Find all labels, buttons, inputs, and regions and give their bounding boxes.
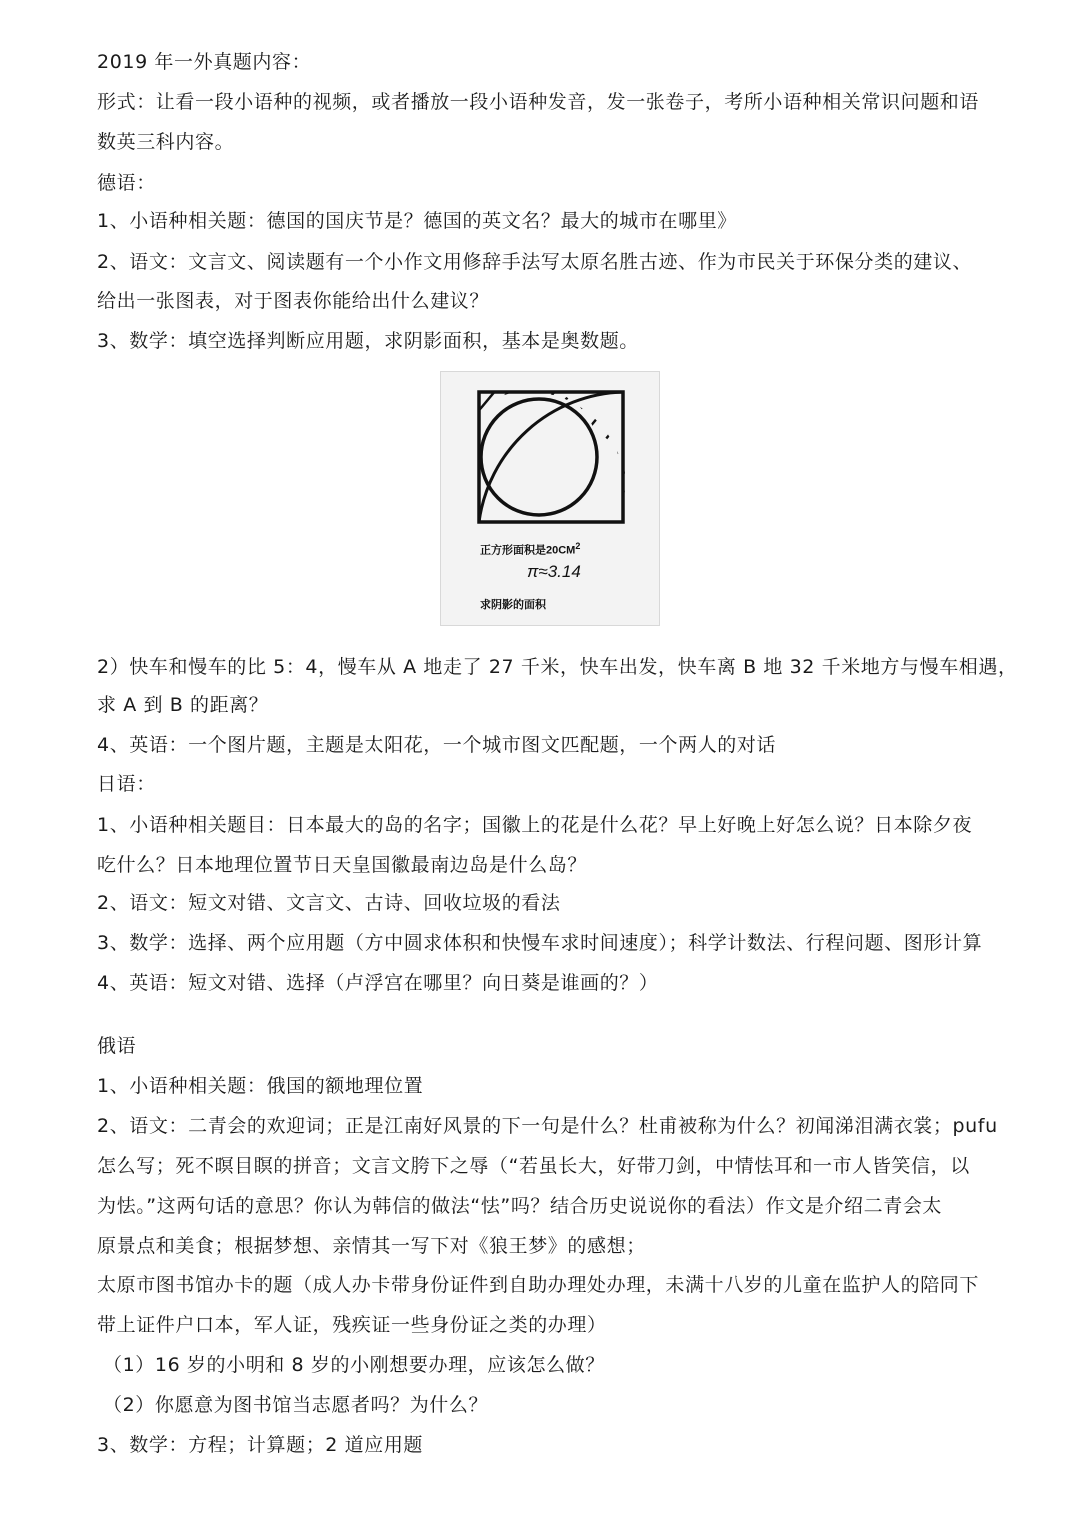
paragraph-line: 怎么写；死不暝目瞑的拼音；文言文胯下之辱（“若虽长大，好带刀剑，中情怯耳和一市人皆笑信，以: [97, 1155, 970, 1177]
section-heading-russian: 俄语: [97, 1035, 137, 1057]
section-heading-japanese: 日语：: [97, 773, 156, 795]
paragraph-line: 2、语文：短文对错、文言文、古诗、回收垃圾的看法: [97, 892, 561, 914]
paragraph-line: （2）你愿意为图书馆当志愿者吗？为什么？: [103, 1394, 489, 1416]
paragraph-line: 3、数学：填空选择判断应用题，求阴影面积，基本是奥数题。: [97, 330, 639, 352]
inner-circle: [481, 399, 597, 515]
paragraph-line: 2）快车和慢车的比 5：4，慢车从 A 地走了 27 千米，快车出发，快车离 B 地 32 千米地方与慢车相遇，: [97, 656, 1018, 678]
paragraph-line: 3、数学：选择、两个应用题（方中圆求体积和快慢车求时间速度）；科学计数法、行程问题、图形计算: [97, 932, 983, 954]
shaded-region-left: [461, 372, 539, 432]
paragraph-line: 数英三科内容。: [97, 131, 235, 153]
paragraph-line: 原景点和美食；根据梦想、亲情其一写下对《狼王梦》的感想；: [97, 1235, 646, 1257]
shaded-area-figure: [440, 371, 660, 626]
paragraph-line: 4、英语：一个图片题，主题是太阳花，一个城市图文匹配题，一个两人的对话: [97, 734, 777, 756]
paragraph-line: 形式：让看一段小语种的视频，或者播放一段小语种发音，发一张卷子，考所小语种相关常识问题和语: [97, 91, 980, 113]
paragraph-line: （1）16 岁的小明和 8 岁的小刚想要办理，应该怎么做？: [103, 1354, 605, 1376]
paragraph-line: 3、数学：方程；计算题；2 道应用题: [97, 1434, 424, 1456]
doc-title: 2019 年一外真题内容：: [97, 51, 312, 73]
paragraph-line: 2、语文：二青会的欢迎词；正是江南好风景的下一句是什么？杜甫被称为什么？初闻涕泪满衣裳；pufu: [97, 1115, 998, 1137]
paragraph-line: 求 A 到 B 的距离？: [97, 694, 269, 716]
figure-question: 求阴影的面积: [480, 599, 546, 611]
paragraph-line: 4、英语：短文对错、选择（卢浮宫在哪里？向日葵是谁画的？）: [97, 972, 659, 994]
figure-caption: 正方形面积是$20CM^2$: [480, 541, 581, 557]
paragraph-line: 给出一张图表，对于图表你能给出什么建议？: [97, 290, 490, 312]
pi-note: π≈3.14: [527, 562, 581, 581]
paragraph-line: 1、小语种相关题：俄国的额地理位置: [97, 1075, 424, 1097]
section-heading-german: 德语：: [97, 172, 156, 194]
paragraph-line: 太原市图书馆办卡的题（成人办卡带身份证件到自助办理处办理，未满十八岁的儿童在监护人的陪同下: [97, 1274, 980, 1296]
paragraph-line: 带上证件户口本，军人证，残疾证一些身份证之类的办理）: [97, 1314, 607, 1336]
paragraph-line: 吃什么？日本地理位置节日天皇国徽最南边岛是什么岛？: [97, 854, 588, 876]
paragraph-line: 1、小语种相关题：德国的国庆节是？德国的英文名？最大的城市在哪里》: [97, 210, 737, 232]
paragraph-line: 为怯。”这两句话的意思？你认为韩信的做法“怯”吗？结合历史说说你的看法）作文是介绍二青会太: [97, 1195, 943, 1217]
paragraph-line: 1、小语种相关题目：日本最大的岛的名字；国徽上的花是什么花？早上好晚上好怎么说？日本除夕夜: [97, 814, 973, 836]
circle-in-square-diagram: [441, 372, 661, 627]
paragraph-line: 2、语文：文言文、阅读题有一个小作文用修辞手法写太原名胜古迹、作为市民关于环保分类的建议、: [97, 251, 973, 273]
